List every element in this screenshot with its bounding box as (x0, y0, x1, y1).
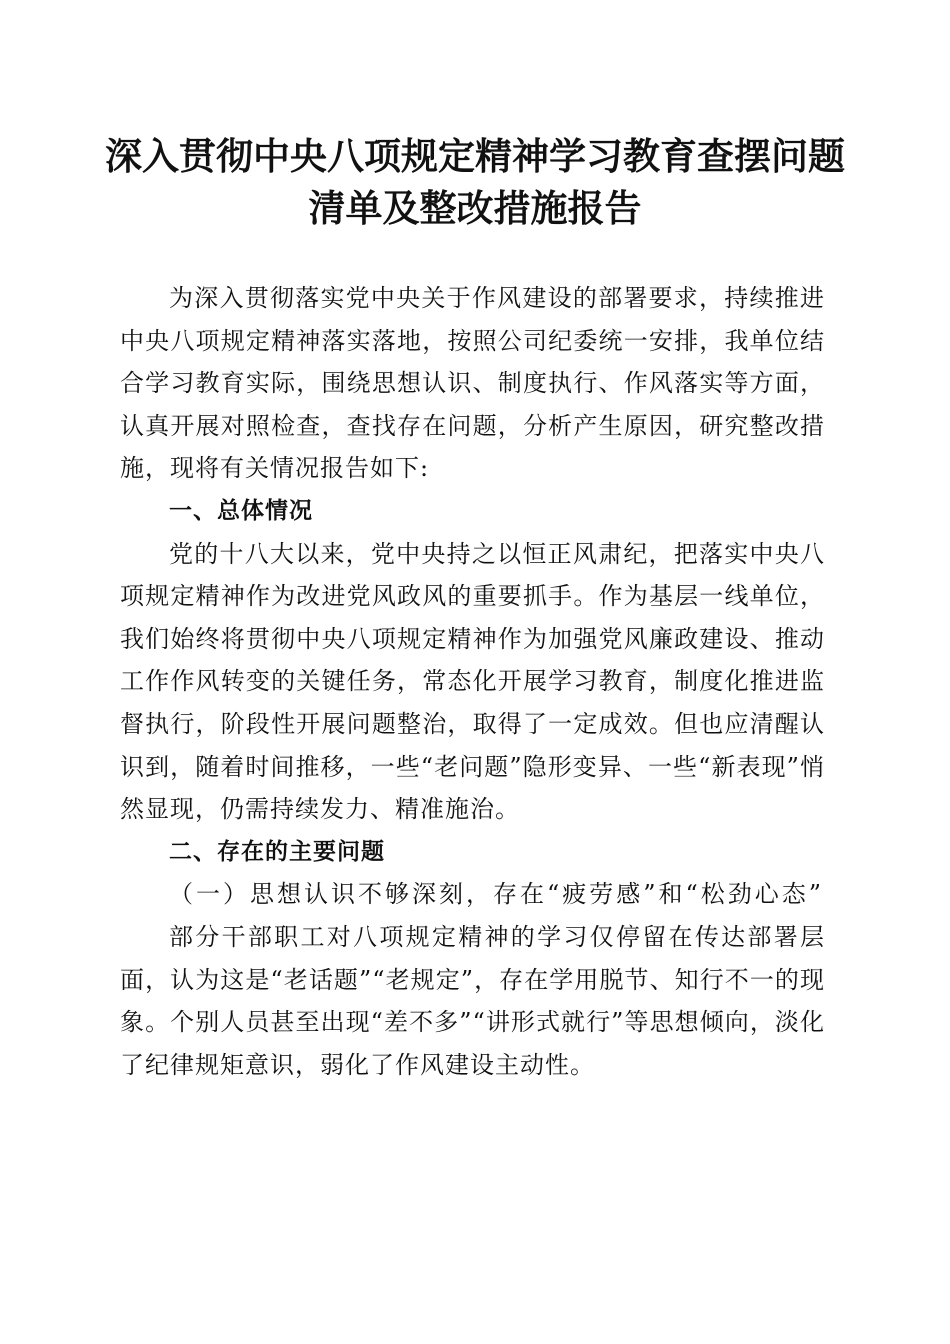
document-body (120, 277, 825, 1086)
overall-paragraph: 党的十八大以来，党中央持之以恒正风肃纪，把落实中央八项规定精神作为改进党风政风的重要抓手。作为基层一线单位，我们始终将贯彻中央八项规定精神作为加强党风廉政建设、推动工作作风转变的关键任务，常态化开展学习教育，制度化推进监督执行，阶段性开展问题整治，取得了一定成效。但也应清醒认识到，随着时间推移，一些“老问题”隐形变异、一些“新表现”悄然显现，仍需持续发力、精准施治。 (120, 539, 825, 824)
intro-paragraph: 为深入贯彻落实党中央关于作风建设的部署要求，持续推进中央八项规定精神落实落地，按照公司纪委统一安排，我单位结合学习教育实际，围绕思想认识、制度执行、作风落实等方面，认真开展对照检查，查找存在问题，分析产生原因，研究整改措施，现将有关情况报告如下: (120, 284, 825, 483)
section-heading-overall: 一、总体情况 (169, 497, 313, 524)
thinking-paragraph: 部分干部职工对八项规定精神的学习仅停留在传达部署层面，认为这是“老话题”“老规定”，存在学用脱节、知行不一的现象。个别人员甚至出现“差不多”“讲形式就行”等思想倾向，淡化了纪律规矩意识，弱化了作风建设主动性。 (120, 922, 825, 1079)
subsection-heading-thinking: （一）思想认识不够深刻，存在“疲劳感”和“松劲心态” (169, 880, 825, 909)
section-heading-problems: 二、存在的主要问题 (169, 838, 385, 865)
document-title-line-1: 深入贯彻中央八项规定精神学习教育查摆问题 (105, 134, 845, 178)
document-title-line-2: 清单及整改措施报告 (308, 186, 642, 230)
